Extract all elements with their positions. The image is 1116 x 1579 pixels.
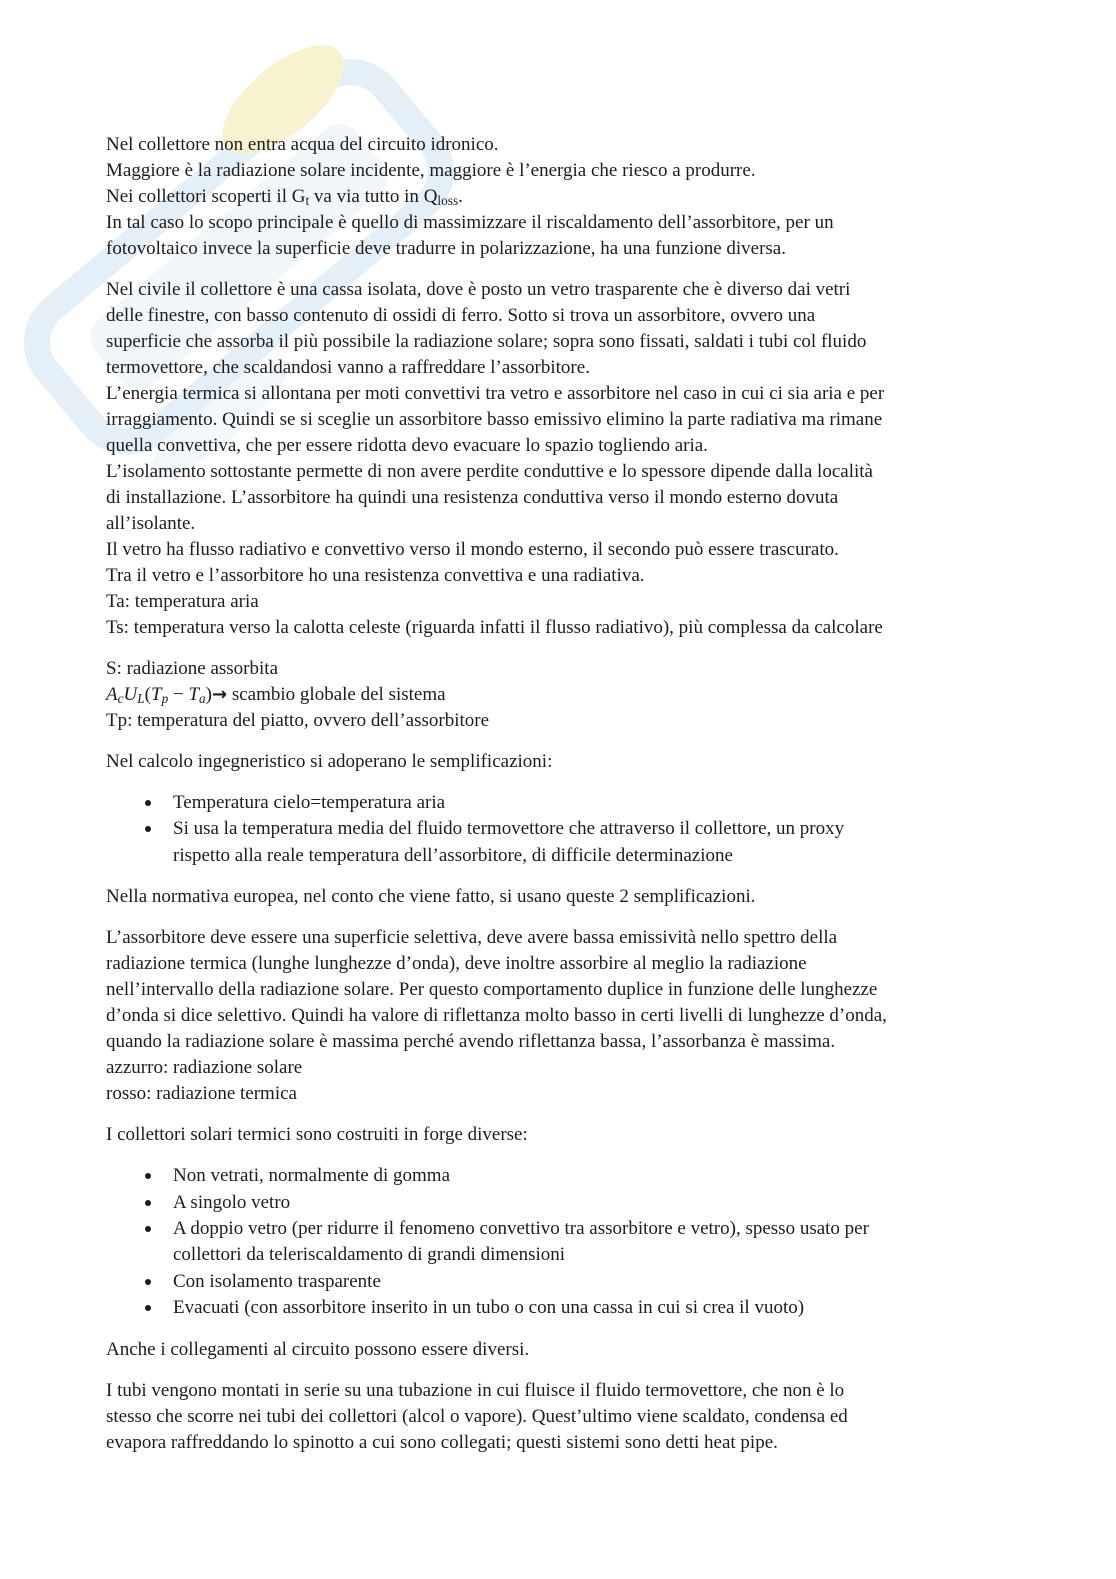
text-line: quella convettiva, che per essere ridotta devo evacuare lo spazio togliendo aria. <box>106 435 708 456</box>
symbol-a: A <box>106 684 118 705</box>
text-line: In tal caso lo scopo principale è quello di massimizzare il riscaldamento dell’assorbitore, per un <box>106 212 834 233</box>
text-line: S: radiazione assorbita <box>106 658 279 679</box>
subscript-p: p <box>161 690 169 706</box>
list-item <box>106 1190 1086 1216</box>
text-line: collettori da teleriscaldamento di grandi dimensioni <box>173 1244 566 1266</box>
text-line: quando la radiazione solare è massima perché avendo riflettanza bassa, l’assorbanza è massima. <box>106 1031 836 1053</box>
bullet-icon <box>145 1173 151 1179</box>
text-line: Tra il vetro e l’assorbitore ho una resistenza convettiva e una radiativa. <box>106 565 645 586</box>
text-line: Anche i collegamenti al circuito possono essere diversi. <box>106 1338 530 1360</box>
text-line: I collettori solari termici sono costruiti in forge diverse: <box>106 1124 528 1146</box>
paragraph-connections <box>106 1337 1086 1363</box>
subscript-l: L <box>137 690 145 706</box>
text-line: L’assorbitore deve essere una superficie selettiva, deve avere bassa emissività nello spettro della <box>106 927 838 949</box>
bullet-icon <box>145 1200 151 1206</box>
paragraph-collector-construction <box>106 277 1086 641</box>
text-line: Non vetrati, normalmente di gomma <box>173 1165 451 1187</box>
simplifications-list <box>106 790 1086 869</box>
minus-sign: − <box>168 684 189 705</box>
open-parenthesis: ( <box>144 684 151 705</box>
paragraph-selective-surface <box>106 925 1086 1107</box>
text-line: delle finestre, con basso contenuto di ossidi di ferro. Sotto si trova un assorbitore, ovvero una <box>106 305 816 326</box>
subscript-a: a <box>199 690 206 706</box>
bullet-icon <box>145 1279 151 1285</box>
list-item <box>106 1295 1086 1321</box>
text-line: Temperatura cielo=temperatura aria <box>173 792 446 813</box>
symbol-g: G <box>291 186 306 207</box>
text-line: Nel collettore non entra acqua del circuito idronico. <box>106 134 499 155</box>
formula-line <box>106 682 1086 708</box>
text-line: Evacuati (con assorbitore inserito in un tubo o con una cassa in cui si crea il vuoto) <box>173 1297 805 1319</box>
text-line: Nel civile il collettore è una cassa isolata, dove è posto un vetro trasparente che è diverso dai vetri <box>106 279 851 300</box>
text-line: di installazione. L’assorbitore ha quindi una resistenza conduttiva verso il mondo esterno dovuta <box>106 487 839 508</box>
text-line: L’energia termica si allontana per moti convettivi tra vetro e assorbitore nel caso in cui ci sia aria e per <box>106 383 885 404</box>
subscript-loss: loss <box>437 192 459 208</box>
text-line: superficie che assorba il più possibile la radiazione solare; sopra sono fissati, saldati i tubi col fluido <box>106 331 867 352</box>
text-line: Con isolamento trasparente <box>173 1270 381 1292</box>
document-body <box>106 132 1086 1471</box>
text-fragment: va via tutto in <box>309 186 424 207</box>
symbol-u: U <box>123 684 138 705</box>
text-line: rispetto alla reale temperatura dell’assorbitore, di difficile determinazione <box>173 844 733 866</box>
list-item <box>106 1269 1086 1295</box>
text-line: Nel calcolo ingegneristico si adoperano le semplificazioni: <box>106 751 553 772</box>
text-line: nell’intervallo della radiazione solare. Per questo comportamento duplice in funzione delle lunghezze <box>106 979 878 1001</box>
subscript-c: c <box>117 690 124 706</box>
text-line: d’onda si dice selettivo. Quindi ha valore di riflettanza molto basso in certi livelli di lunghezze d’onda, <box>106 1005 887 1027</box>
arrow-right-icon: → <box>212 684 228 705</box>
text-line: radiazione termica (lunghe lunghezze d’onda), deve inoltre assorbire al meglio la radiazione <box>106 953 807 975</box>
bullet-icon <box>145 1226 151 1232</box>
text-line: Maggiore è la radiazione solare incidente, maggiore è l’energia che riesco a produrre. <box>106 160 756 181</box>
list-item <box>106 1216 1086 1269</box>
collector-types-list <box>106 1163 1086 1321</box>
bullet-icon <box>145 800 151 806</box>
text-line: L’isolamento sottostante permette di non avere perdite conduttive e lo spessore dipende dalla località <box>106 461 873 482</box>
close-parenthesis: ) <box>205 684 212 705</box>
text-fragment: Nei collettori scoperti il <box>106 186 292 207</box>
list-item <box>106 816 1086 869</box>
text-line: evapora raffreddando lo spinotto a cui sono collegati; questi sistemi sono detti heat pipe. <box>106 1431 778 1453</box>
paragraph-heat-pipe <box>106 1378 1086 1456</box>
text-line: A singolo vetro <box>173 1191 291 1213</box>
text-line: A doppio vetro (per ridurre il fenomeno convettivo tra assorbitore e vetro), spesso usato per <box>173 1217 869 1239</box>
text-line: Ta: temperatura aria <box>106 591 259 612</box>
symbol-t: T <box>150 684 162 705</box>
paragraph-definitions <box>106 656 1086 734</box>
text-line: azzurro: radiazione solare <box>106 1057 303 1079</box>
text-line: Tp: temperatura del piatto, ovvero dell’assorbitore <box>106 710 490 731</box>
text-line: Ts: temperatura verso la calotta celeste (riguarda infatti il flusso radiativo), più complessa da calcolare <box>106 617 883 638</box>
paragraph-simplifications-intro <box>106 749 1086 775</box>
list-item <box>106 1163 1086 1189</box>
text-line-with-symbols <box>106 184 1086 210</box>
paragraph-european-norm <box>106 884 1086 910</box>
text-line: stesso che scorre nei tubi dei collettori (alcol o vapore). Quest’ultimo viene scaldato, condensa ed <box>106 1405 848 1427</box>
text-line: Il vetro ha flusso radiativo e convettivo verso il mondo esterno, il secondo può essere trascurato. <box>106 539 839 560</box>
formula-label: scambio globale del sistema <box>227 684 446 705</box>
text-line: Si usa la temperatura media del fluido termovettore che attraverso il collettore, un proxy <box>173 818 845 840</box>
paragraph-collector-types-intro <box>106 1122 1086 1148</box>
symbol-q: Q <box>423 186 438 207</box>
text-line: Nella normativa europea, nel conto che viene fatto, si usano queste 2 semplificazioni. <box>106 886 756 908</box>
bullet-icon <box>145 1305 151 1311</box>
text-line: fotovoltaico invece la superficie deve tradurre in polarizzazione, ha una funzione diversa. <box>106 238 786 259</box>
symbol-t: T <box>188 684 200 705</box>
bullet-icon <box>145 826 151 832</box>
text-line: rosso: radiazione termica <box>106 1083 297 1105</box>
text-line: I tubi vengono montati in serie su una tubazione in cui fluisce il fluido termovettore, che non è lo <box>106 1379 845 1401</box>
paragraph-intro <box>106 132 1086 262</box>
subscript-t: t <box>305 192 310 208</box>
list-item <box>106 790 1086 816</box>
text-fragment: . <box>458 186 463 207</box>
text-line: termovettore, che scaldandosi vanno a raffreddare l’assorbitore. <box>106 357 590 378</box>
text-line: irraggiamento. Quindi se si sceglie un assorbitore basso emissivo elimino la parte radiativa ma rimane <box>106 409 883 430</box>
text-line: all’isolante. <box>106 513 196 534</box>
